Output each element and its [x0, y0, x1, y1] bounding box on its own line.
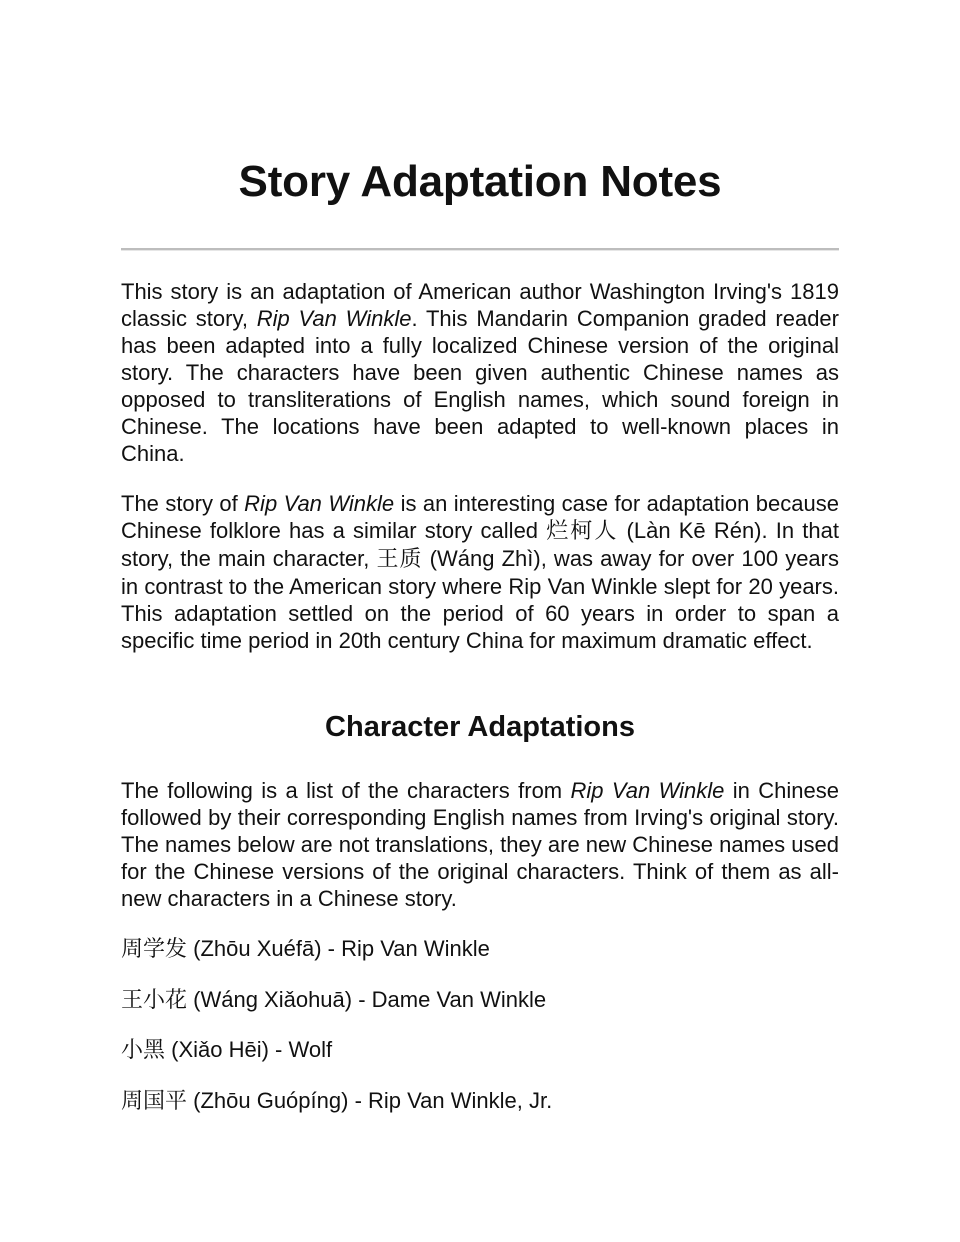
- character-pinyin: (Zhōu Guópíng): [187, 1088, 349, 1113]
- page-title: Story Adaptation Notes: [238, 157, 722, 206]
- intro-paragraph-2-text-b: is an interesting case for adaptation because Chinese folklore has a similar story called: [121, 491, 839, 543]
- characters-intro-text-a: The following is a list of the characters from: [121, 778, 571, 803]
- character-pinyin: (Xiǎo Hēi): [165, 1037, 269, 1062]
- character-english-name: - Wolf: [268, 1037, 333, 1062]
- intro-paragraph-2-text-a: The story of: [121, 491, 245, 516]
- intro-paragraph-2-text-d: (Wáng Zhì), was away for over 100 years in contrast to the American story where Rip Van Winkle slept for 20 years. This adaptation settled on the period of 60 years in order to span a specific time period in 20th century China for maximum dramatic effect.: [121, 546, 839, 653]
- chinese-title-lan-ke-ren: 烂柯人: [546, 519, 619, 544]
- chinese-name-wang-zhi: 王质: [376, 547, 423, 572]
- book-title-rip-van-winkle: Rip Van Winkle: [256, 306, 412, 331]
- intro-paragraph-1: [121, 278, 839, 467]
- intro-paragraph-1-text-b: . This Mandarin Companion graded reader has been adapted into a fully localized Chinese version of the original story. The characters have been given authentic Chinese names as opposed to transliterations of English names, which sound foreign in Chinese. The locations have been adapted to well-known places in China.: [121, 306, 839, 466]
- character-english-name: - Rip Van Winkle, Jr.: [348, 1088, 553, 1113]
- book-title-rip-van-winkle: Rip Van Winkle: [570, 778, 725, 803]
- character-english-name: - Dame Van Winkle: [352, 987, 547, 1012]
- characters-intro-paragraph: [121, 777, 839, 912]
- character-item: [121, 1087, 839, 1116]
- horizontal-divider: [121, 248, 839, 251]
- character-pinyin: (Zhōu Xuéfā): [187, 936, 322, 961]
- character-item: [121, 935, 839, 964]
- intro-paragraph-2-text-c: (Làn Kē Rén). In that story, the main character,: [121, 518, 839, 571]
- characters-intro-text-b: in Chinese followed by their corresponding English names from Irving's original story. The names below are not translations, they are new Chinese names used for the Chinese versions of the original characters. Think of them as all-new characters in a Chinese story.: [121, 778, 839, 911]
- intro-paragraph-1-text-a: This story is an adaptation of American author Washington Irving's 1819 classic story,: [121, 279, 839, 331]
- book-title-rip-van-winkle: Rip Van Winkle: [244, 491, 395, 516]
- character-english-name: - Rip Van Winkle: [321, 936, 490, 961]
- section-heading-character-adaptations: Character Adaptations: [325, 711, 635, 743]
- character-chinese-name: 王小花: [121, 988, 188, 1013]
- character-pinyin: (Wáng Xiǎohuā): [187, 987, 353, 1012]
- intro-paragraph-2: [121, 490, 839, 654]
- character-item: [121, 986, 839, 1015]
- character-chinese-name: 周学发: [121, 937, 188, 962]
- character-chinese-name: 周国平: [121, 1089, 188, 1114]
- character-item: [121, 1036, 839, 1065]
- character-chinese-name: 小黑: [121, 1038, 166, 1063]
